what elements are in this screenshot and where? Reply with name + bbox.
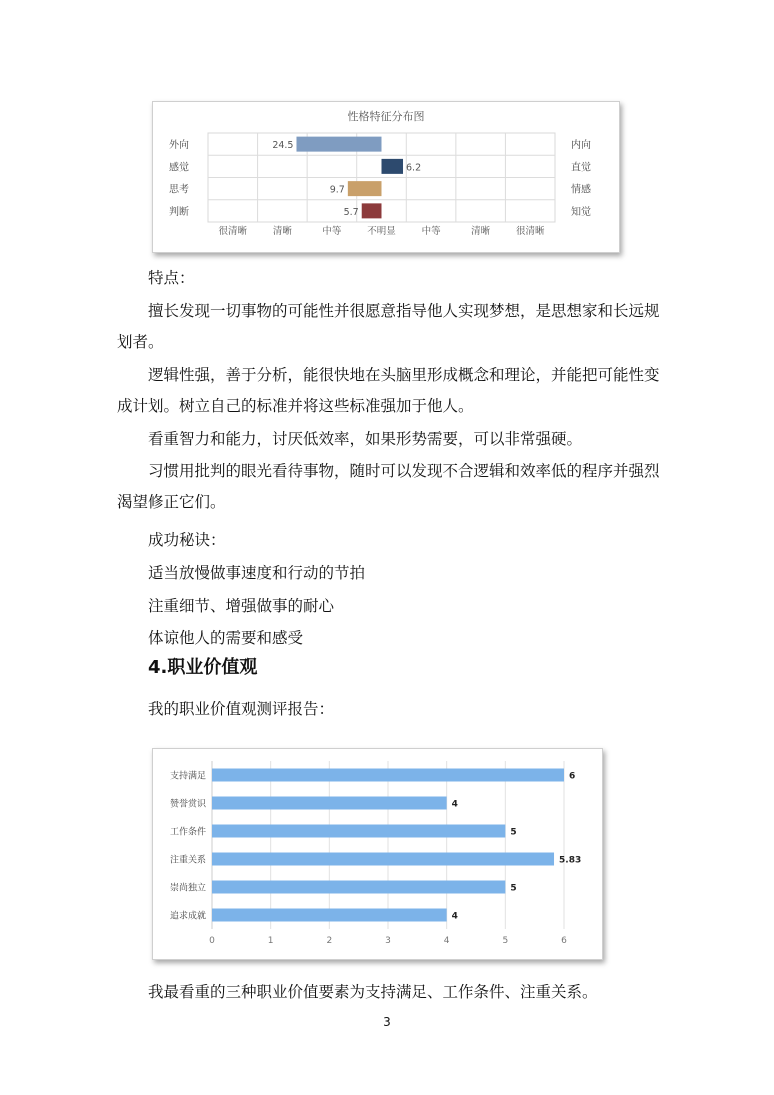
chart2-bar: [212, 769, 564, 782]
chart1-x-tick-label: 清晰: [471, 226, 491, 237]
chart1-value-label: 24.5: [272, 140, 294, 152]
chart1-bar: [382, 159, 404, 174]
chart1-value-label: 9.7: [329, 184, 345, 196]
chart2-x-tick-label: 4: [443, 936, 450, 946]
chart1-bar: [362, 203, 382, 218]
chart1-x-tick-label: 中等: [421, 226, 441, 237]
chart2-x-tick-label: 2: [326, 936, 333, 946]
chart2-value-label: 4: [451, 911, 458, 922]
chart1-title: 性格特征分布图: [347, 110, 425, 123]
chart2-category-label: 工作条件: [169, 827, 206, 838]
chart2-value-label: 5: [510, 883, 517, 894]
chart2-x-tick-label: 3: [385, 936, 391, 946]
chart2-value-label: 5: [510, 827, 517, 838]
traits-paragraph-1: 擅长发现一切事物的可能性并很愿意指导他人实现梦想，是思想家和长远规划者。: [117, 302, 660, 351]
personality-chart-svg: [153, 102, 619, 252]
chart2-category-label: 支持满足: [169, 771, 206, 782]
chart2-category-label: 注重关系: [169, 855, 206, 866]
chart2-bar: [212, 797, 447, 810]
chart2-category-label: 赞誉赏识: [169, 799, 206, 810]
chart1-left-label: 判断: [169, 206, 189, 218]
chart2-x-tick-label: 1: [267, 936, 274, 946]
success-item-3: 体谅他人的需要和感受: [148, 629, 304, 647]
chart1-value-label: 5.7: [343, 206, 359, 218]
chart2-bar: [212, 853, 554, 866]
chart2-category-label: 崇尚独立: [169, 883, 206, 894]
chart1-x-tick-label: 不明显: [367, 226, 396, 237]
chart1-left-label: 感觉: [169, 162, 189, 174]
chart2-bar: [212, 881, 505, 894]
values-summary: 我最看重的三种职业价值要素为支持满足、工作条件、注重关系。: [148, 983, 598, 1001]
success-heading: 成功秘诀：: [148, 531, 226, 549]
success-item-1: 适当放慢做事速度和行动的节拍: [148, 564, 366, 582]
traits-paragraph-2: 逻辑性强，善于分析，能很快地在头脑里形成概念和理论，并能把可能性变成计划。树立自己的标准并将这些标准强加于他人。: [117, 366, 660, 415]
career-values-chart: [152, 748, 603, 960]
traits-paragraph-4: 习惯用批判的眼光看待事物，随时可以发现不合逻辑和效率低的程序并强烈渴望修正它们。: [117, 462, 660, 511]
page-number: 3: [383, 1015, 391, 1029]
chart1-left-label: 思考: [169, 184, 189, 196]
chart1-bar: [348, 181, 382, 196]
personality-chart: [152, 101, 620, 253]
chart1-right-label: 情感: [571, 184, 591, 196]
traits-heading: 特点：: [148, 269, 195, 287]
chart1-left-label: 外向: [169, 140, 189, 152]
chart2-value-label: 6: [569, 771, 576, 782]
chart2-x-tick-label: 0: [209, 936, 215, 946]
chart1-right-label: 知觉: [571, 206, 591, 218]
chart2-category-label: 追求成就: [169, 911, 206, 922]
chart2-value-label: 4: [451, 799, 458, 810]
chart1-x-tick-label: 很清晰: [515, 226, 545, 237]
values-intro: 我的职业价值观测评报告：: [148, 700, 335, 718]
chart1-value-label: 6.2: [406, 162, 422, 174]
chart2-value-label: 5.83: [559, 855, 582, 866]
section-title: 4.职业价值观: [148, 657, 258, 678]
traits-paragraph-3: 看重智力和能力，讨厌低效率，如果形势需要，可以非常强硬。: [148, 430, 583, 448]
chart1-x-tick-label: 中等: [322, 226, 342, 237]
chart2-bar: [212, 825, 505, 838]
chart2-x-tick-label: 5: [502, 936, 509, 946]
chart1-right-label: 内向: [571, 140, 591, 152]
chart2-bar: [212, 909, 447, 922]
chart2-x-tick-label: 6: [561, 936, 567, 946]
chart1-x-tick-label: 很清晰: [218, 226, 248, 237]
career-values-chart-svg: [153, 749, 602, 959]
chart1-right-label: 直觉: [571, 162, 591, 174]
chart1-x-tick-label: 清晰: [272, 226, 292, 237]
success-item-2: 注重细节、增强做事的耐心: [148, 597, 335, 615]
chart1-bar: [296, 137, 381, 152]
